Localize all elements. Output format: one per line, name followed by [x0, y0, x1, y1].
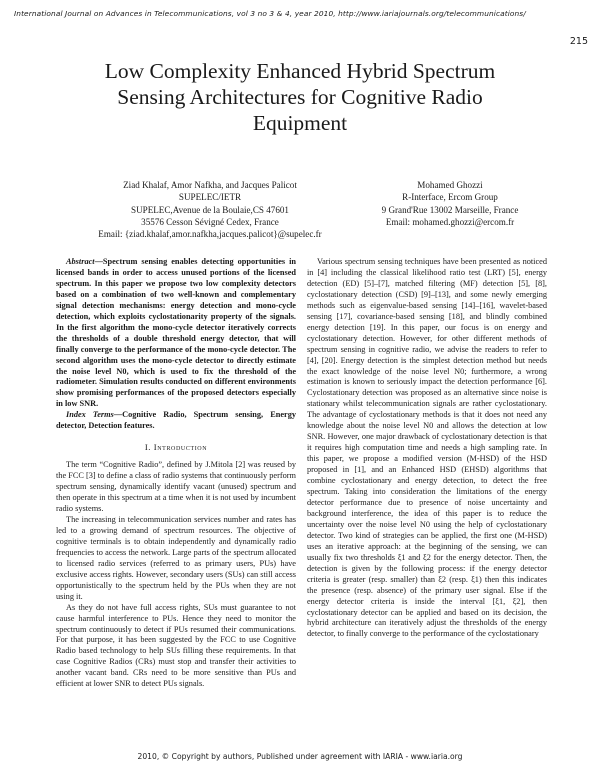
body-paragraph: Various spectrum sensing techniques have been presented as noticed in [4] including the classical likelihood ratio test (LRT) [5], energy detection (ED) [5]–[7], matched filtering (MF) detection [5], [8], cyclostationary detection (CSD) [9]–[13], and some newly emerging methods such as eigenvalue-based sensing [14]–[16], wavelet-based sensing [17], covariance-based sensing [18], and blindly combined energy detection [19]. In this paper, our focus is on energy and cyclostationary detection. However, for other different methods of spectrum sensing in cognitive radio, we advise the readers to refer to [4], [20]. Energy detection is the simplest detection method but needs the exact knowledge of the noise level N0; furthermore, a wrong estimation is known to seriously impact the detection performance [6]. Cyclostationary detection was proposed as an alternative since noise is stationary whilst telecommunication signals are rather cyclostationary. The advantage of cyclostationary methods is that it does not need any knowledge about the noise level N0 and allows the detection at low SNR. However, one major drawback of cyclostationary detection is that it requires high computation time and needs a high sampling rate. In this paper, we propose a modified version (M-HSD) of the HSD proposed in [1], and an Enhanced HSD (EHSD) algorithms that combine cyclostationary and energy detection, to detect the free spectrum. Taking into consideration the limitations of the energy detector performance due to presence of noise uncertainty and background interference, the idea of this paper is to reduce the uncertainty over the noise level N0 using the help of cyclostationary detector. Two kind of strategies can be applied, the first one (M-HSD) uses an iterative approach: at the beginning of the sensing, we can usually fix two thresholds ξ1 and ξ2 for the energy detector. Then, the detection is given by the following process: if the energy detector criteria is greater (resp. smaller) than ξ2 (resp. ξ1) then this indicates the presence (resp. absence) of the primary user signal. Else if the energy detector criteria is inside the interval [ξ1, ξ2], then cyclostationary detector can be applied and based on its decision, the hybrid architecture can iteratively adjust the thresholds of the energy detector, to finally converge to the performance of the cyclostationary [307, 257, 547, 639]
intro-paragraph-2: The increasing in telecommunication services number and rates has led to a growing demand of spectrum resources. The objective of cognitive terminals is to obtain independently and dynamically radio frequencies to access the network. Large parts of the spectrum allocated to licensed radio services (referred to as primary users, PUs) have exclusive access rights. However, secondary users (SUs) can still access opportunistically to the spectrum held by the PUs when they are not using it. [56, 514, 296, 601]
abstract [56, 257, 296, 410]
title-line-2: Sensing Architectures for Cognitive Radio [117, 85, 483, 109]
title-line-3: Equipment [252, 111, 348, 135]
title-line-1: Low Complexity Enhanced Hybrid Spectrum [104, 59, 496, 83]
section-number: I. [144, 442, 152, 453]
author-affiliation: R-Interface, Ercom Group [402, 192, 498, 203]
index-terms-text: —Cognitive Radio, Spectrum sensing, Energy detector, Detection features. [56, 410, 297, 431]
journal-header: International Journal on Advances in Telecommunications, vol 3 no 3 & 4, year 2010, http://www.iariajournals.org/telecommunications/ [14, 9, 526, 18]
intro-paragraph-3: As they do not have full access rights, SUs must guarantee to not cause harmful interference to PUs. Hence they need to monitor the spectrum continuously to detect if PUs resumed their communications. For that purpose, it has been suggested by the FCC to use Cognitive Radio based technology to help SUs filling these requirements. In that case Cognitive Radios (CRs) must stop and transfer their activities to another vacant band. CRs need to be more sensitive than PUs and efficient at lower SNR to detect PUs signals. [56, 602, 296, 689]
author-block-right [350, 179, 550, 228]
section-heading-introduction [56, 442, 296, 453]
index-terms [56, 410, 296, 432]
author-email: Email: mohamed.ghozzi@ercom.fr [385, 216, 515, 227]
author-email: Email: {ziad.khalaf,amor.nafkha,jacques.palicot}@supelec.fr [98, 229, 322, 240]
right-column [307, 257, 547, 640]
author-names: Ziad Khalaf, Amor Nafkha, and Jacques Palicot [123, 180, 297, 190]
author-address-line-1: SUPELEC,Avenue de la Boulaie,CS 47601 [131, 204, 289, 215]
left-column [56, 257, 296, 690]
page-footer: 2010, © Copyright by authors, Published under agreement with IARIA - www.iaria.org [137, 752, 463, 761]
author-name: Mohamed Ghozzi [417, 180, 483, 190]
intro-paragraph-1: The term “Cognitive Radio”, defined by J.Mitola [2] was reused by the FCC [3] to define a class of radio systems that continuously perform spectrum sensing, dynamically identify vacant (unused) spectrum and then operate in this spectrum at a time when it is not used by incumbent radio systems. [56, 460, 296, 514]
author-address-line-2: 35576 Cesson Sévigné Cedex, France [141, 216, 279, 227]
page-number: 215 [569, 36, 588, 47]
abstract-text: —Spectrum sensing enables detecting opportunities in licensed bands in order to access unused portions of the licensed spectrum. In this paper we propose two low complexity detectors based on a combination of two well-known and complementary signal detection mechanisms: energy detection and mono-cycle detection, which exploits cyclostationarity property of the signals. In the first algorithm the mono-cycle detector iteratively corrects the thresholds of a double threshold energy detector, that will finally converge to the performance of the mono-cycle detector. The second algorithm uses the mono-cycle detector to directly estimate the noise level N0, which is used to fix the threshold of the radiometer. Simulation results conducted on different environments show promising performances of the proposed detectors especially in low SNR. [56, 257, 296, 409]
abstract-label: Abstract [66, 257, 95, 266]
index-terms-label: Index Terms [66, 410, 114, 420]
author-block-left [60, 179, 360, 240]
paper-title [0, 58, 600, 136]
author-affiliation: SUPELEC/IETR [178, 192, 242, 203]
author-address: 9 Grand'Rue 13002 Marseille, France [381, 204, 519, 215]
section-title: Introduction [153, 442, 208, 453]
